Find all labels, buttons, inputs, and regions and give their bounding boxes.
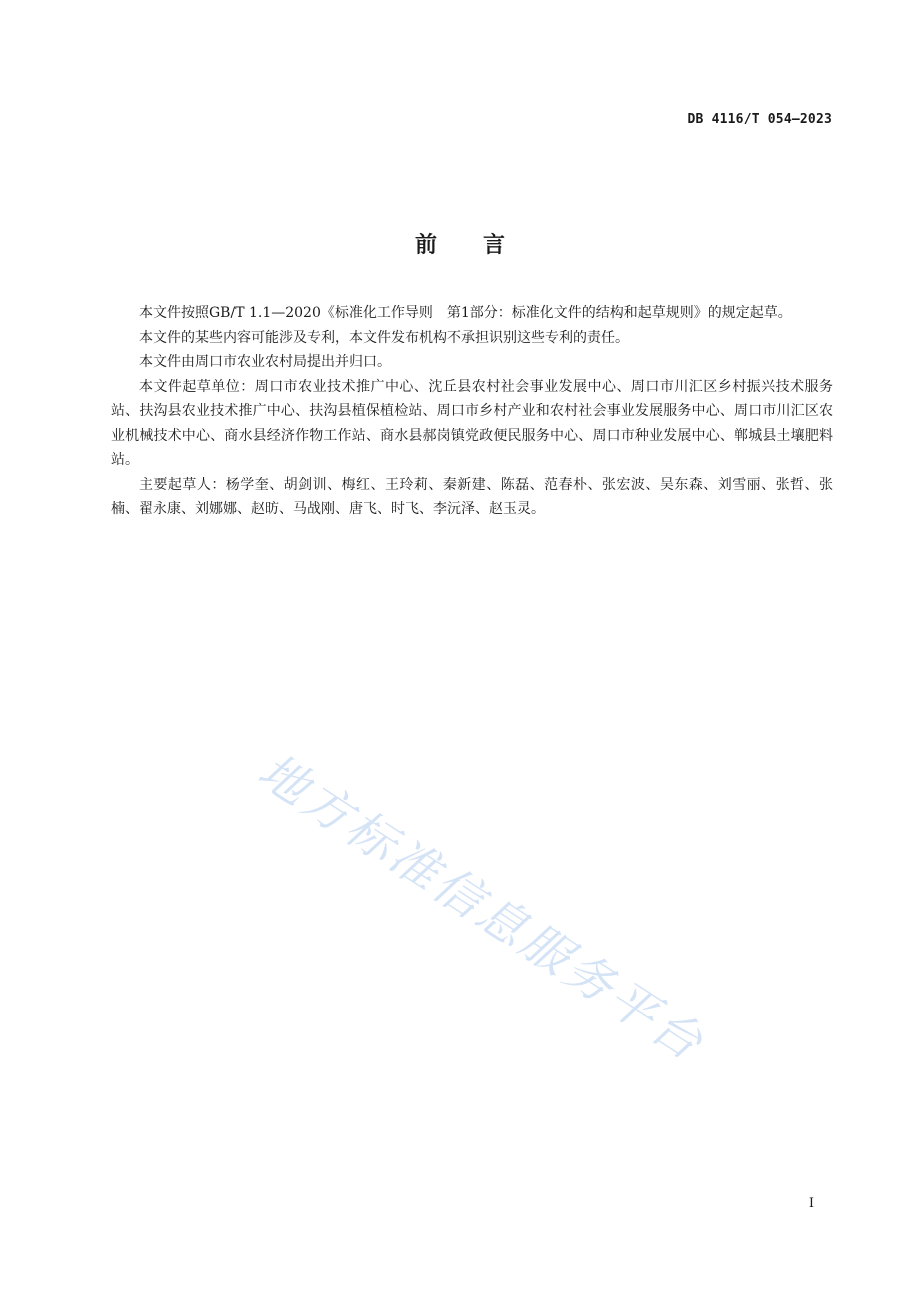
paragraph-drafting-units: 本文件起草单位：周口市农业技术推广中心、沈丘县农村社会事业发展中心、周口市川汇区乡村振兴技术服务站、扶沟县农业技术推广中心、扶沟县植保植检站、周口市乡村产业和农村社会事业发展服务中心、周口市川汇区农业机械技术中心、商水县经济作物工作站、商水县郝岗镇党政便民服务中心、周口市种业发展中心、郸城县土壤肥料站。 bbox=[111, 378, 833, 468]
page-title: 前言 bbox=[414, 233, 551, 258]
paragraph-drafting-rules: 本文件按照GB/T 1.1—2020《标准化工作导则 第1部分：标准化文件的结构和起草规则》的规定起草。 bbox=[139, 305, 792, 321]
document-body bbox=[111, 301, 833, 522]
document-code: DB 4116/T 054—2023 bbox=[687, 112, 832, 127]
page-number: I bbox=[808, 1196, 814, 1211]
watermark: 地方标准信息服务平台 bbox=[248, 742, 715, 1073]
paragraph-patent-notice: 本文件的某些内容可能涉及专利，本文件发布机构不承担识别这些专利的责任。 bbox=[139, 329, 629, 346]
paragraph-proposer: 本文件由周口市农业农村局提出并归口。 bbox=[139, 354, 391, 370]
paragraph-drafters: 主要起草人：杨学奎、胡剑训、梅红、王玲莉、秦新建、陈磊、范春朴、张宏波、吴东森、刘雪丽、张哲、张楠、翟永康、刘娜娜、赵昉、马战刚、唐飞、时飞、李沅泽、赵玉灵。 bbox=[111, 476, 833, 517]
